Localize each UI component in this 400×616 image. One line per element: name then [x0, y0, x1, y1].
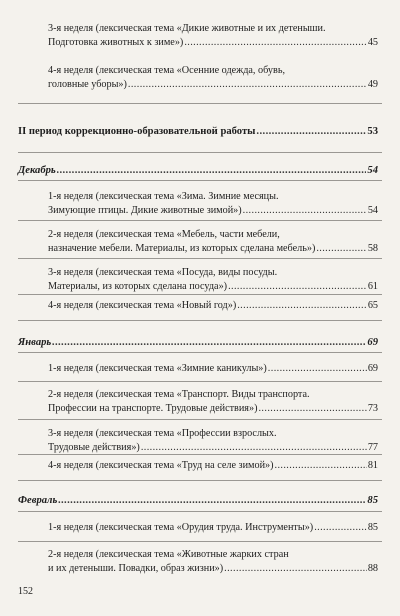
toc-entry-text: 2-я неделя (лексическая тема «Животные жарких стран: [48, 549, 289, 560]
toc-page-number: 61: [367, 281, 378, 292]
toc-entry-text: 1-я неделя (лексическая тема «Орудия труда. Инструменты»): [48, 522, 314, 533]
toc-entry-text: и их детеныши. Повадки, образ жизни»): [48, 563, 224, 574]
toc-page-number: 53: [367, 126, 378, 137]
toc-entry-text: Подготовка животных к зиме»): [48, 37, 184, 48]
dot-leader: [243, 204, 367, 218]
toc-entry: [48, 299, 378, 313]
divider: [18, 541, 382, 542]
dot-leader: [258, 402, 366, 416]
toc-entry-text: Трудовые действия»): [48, 442, 140, 453]
toc-page-number: 54: [367, 205, 378, 216]
dot-leader: [268, 362, 367, 376]
toc-entry: [48, 64, 378, 92]
toc-entry-text: 2-я неделя (лексическая тема «Мебель, части мебели,: [48, 229, 280, 240]
toc-entry: [48, 427, 378, 455]
toc-page-number: 54: [367, 165, 378, 176]
toc-page-number: 45: [367, 37, 378, 48]
toc-month: [18, 164, 378, 178]
dot-leader: [58, 494, 366, 508]
page-number: 152: [18, 586, 33, 597]
toc-entry-text: Профессии на транспорте. Трудовые действия»): [48, 403, 258, 414]
toc-page-number: 81: [367, 460, 378, 471]
toc-entry: [48, 190, 378, 218]
divider: [18, 480, 382, 481]
divider: [18, 103, 382, 104]
toc-page-number: 73: [367, 403, 378, 414]
divider: [18, 419, 382, 420]
toc-page-number: 85: [367, 522, 378, 533]
toc-entry-text: 2-я неделя (лексическая тема «Транспорт. Виды транспорта.: [48, 389, 310, 400]
dot-leader: [52, 336, 366, 350]
dot-leader: [57, 164, 367, 178]
toc-entry: [48, 228, 378, 256]
toc-page-number: 49: [367, 79, 378, 90]
month-title: Февраль: [18, 495, 58, 506]
toc-entry-text: 1-я неделя (лексическая тема «Зимние каникулы»): [48, 363, 267, 374]
toc-page-number: 69: [367, 363, 378, 374]
divider: [18, 511, 382, 512]
toc-entry-text: 1-я неделя (лексическая тема «Зима. Зимние месяцы.: [48, 191, 279, 202]
toc-entry: [48, 459, 378, 473]
divider: [18, 381, 382, 382]
toc-entry-text: 4-я неделя (лексическая тема «Труд на селе зимой»): [48, 460, 274, 471]
divider: [18, 180, 382, 181]
toc-page-number: 77: [367, 442, 378, 453]
toc-month: [18, 336, 378, 350]
divider: [18, 454, 382, 455]
toc-entry-text: 3-я неделя (лексическая тема «Профессии взрослых.: [48, 428, 277, 439]
toc-entry-text: Зимующие птицы. Дикие животные зимой»): [48, 205, 242, 216]
divider: [18, 258, 382, 259]
dot-leader: [275, 459, 367, 473]
toc-entry: [48, 266, 378, 294]
toc-entry-text: 3-я неделя (лексическая тема «Дикие животные и их детеныши.: [48, 23, 326, 34]
divider: [18, 294, 382, 295]
dot-leader: [184, 36, 366, 50]
divider: [18, 152, 382, 153]
toc-page-number: 58: [367, 243, 378, 254]
dot-leader: [256, 125, 366, 139]
divider: [18, 320, 382, 321]
toc-page-number: 85: [367, 495, 378, 506]
toc-entry: [48, 22, 378, 50]
divider: [18, 352, 382, 353]
dot-leader: [224, 562, 367, 576]
dot-leader: [228, 280, 367, 294]
toc-entry-text: назначение мебели. Материалы, из которых сделана мебель»): [48, 243, 316, 254]
toc-entry: [48, 362, 378, 376]
dot-leader: [237, 299, 367, 313]
toc-entry-text: Материалы, из которых сделана посуда»): [48, 281, 228, 292]
toc-page-number: 88: [367, 563, 378, 574]
toc-entry: [48, 388, 378, 416]
toc-entry: [48, 548, 378, 576]
toc-entry-text: 4-я неделя (лексическая тема «Осенние одежда, обувь,: [48, 65, 286, 76]
dot-leader: [314, 521, 367, 535]
toc-entry-text: 4-я неделя (лексическая тема «Новый год»): [48, 300, 237, 311]
toc-page-number: 69: [367, 337, 378, 348]
dot-leader: [141, 441, 367, 455]
month-title: Декабрь: [18, 165, 56, 176]
toc-month: [18, 494, 378, 508]
toc-section: [18, 125, 378, 139]
toc-page-number: 65: [367, 300, 378, 311]
toc-entry-text: головные уборы»): [48, 79, 127, 90]
toc-entry: [48, 521, 378, 535]
month-title: Январь: [18, 337, 52, 348]
dot-leader: [316, 242, 366, 256]
toc-entry-text: 3-я неделя (лексическая тема «Посуда, виды посуды.: [48, 267, 278, 278]
section-title: II период коррекционно-образовательной работы: [18, 126, 256, 137]
dot-leader: [128, 78, 367, 92]
divider: [18, 220, 382, 221]
